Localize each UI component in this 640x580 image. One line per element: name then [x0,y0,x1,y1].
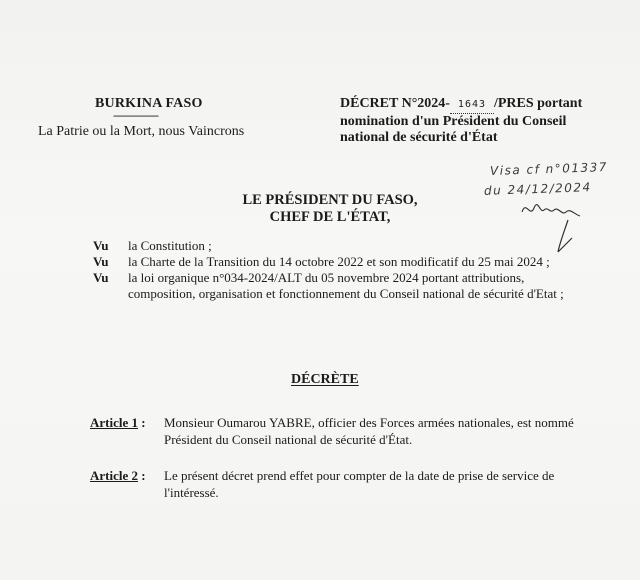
vu-item [93,238,593,254]
article-label-colon: : [138,415,146,430]
article-text: Le présent décret prend effet pour compter de la date de prise de service de l'intéressé. [164,468,555,500]
president-heading [0,192,640,226]
article-2 [90,467,610,501]
vu-label: Vu [93,270,109,285]
article-label-colon: : [138,468,146,483]
country-name: BURKINA FASO [95,96,203,111]
vu-text: la Charte de la Transition du 14 octobre 2022 et son modificatif du 25 mai 2024 ; [128,254,550,269]
article-label-text: Article 2 [90,468,139,483]
president-title-line2: CHEF DE L'ÉTAT, [269,209,391,225]
visa-annotation-line2: du 24/12/2024 [483,180,592,198]
article-text: Monsieur Oumarou YABRE, officier des Forces armées nationales, est nommé Président du Conseil national de sécurité d'État. [164,415,574,447]
decree-prefix: DÉCRET N°2024- [340,96,450,111]
vu-list [93,238,593,302]
article-label [90,467,164,501]
decree-title [340,96,610,146]
president-title-line1: LE PRÉSIDENT DU FASO, [242,192,418,208]
decree-number: 1643 [450,97,494,114]
vu-label: Vu [93,254,109,269]
vu-item [93,254,593,270]
vu-label: Vu [93,238,109,253]
national-motto: La Patrie ou la Mort, nous Vaincrons [38,124,245,139]
decree-subject: /PRES portant nomination d'un Président du Conseil national de sécurité d'État [340,96,583,145]
article-label-text: Article 1 [90,415,139,430]
article-1 [90,414,610,448]
vu-text: la loi organique n°034-2024/ALT du 05 novembre 2024 portant attributions, composition, organisation et fonctionnement du Conseil national de sécurité d'Etat ; [128,270,564,301]
article-label [90,414,164,448]
vu-text: la Constitution ; [128,238,212,253]
visa-annotation-line1: Visa cf n°01337 [489,159,609,179]
vu-item [93,270,593,302]
header-separator: --------------- [113,108,158,122]
decrete-heading: DÉCRÈTE [291,372,359,387]
